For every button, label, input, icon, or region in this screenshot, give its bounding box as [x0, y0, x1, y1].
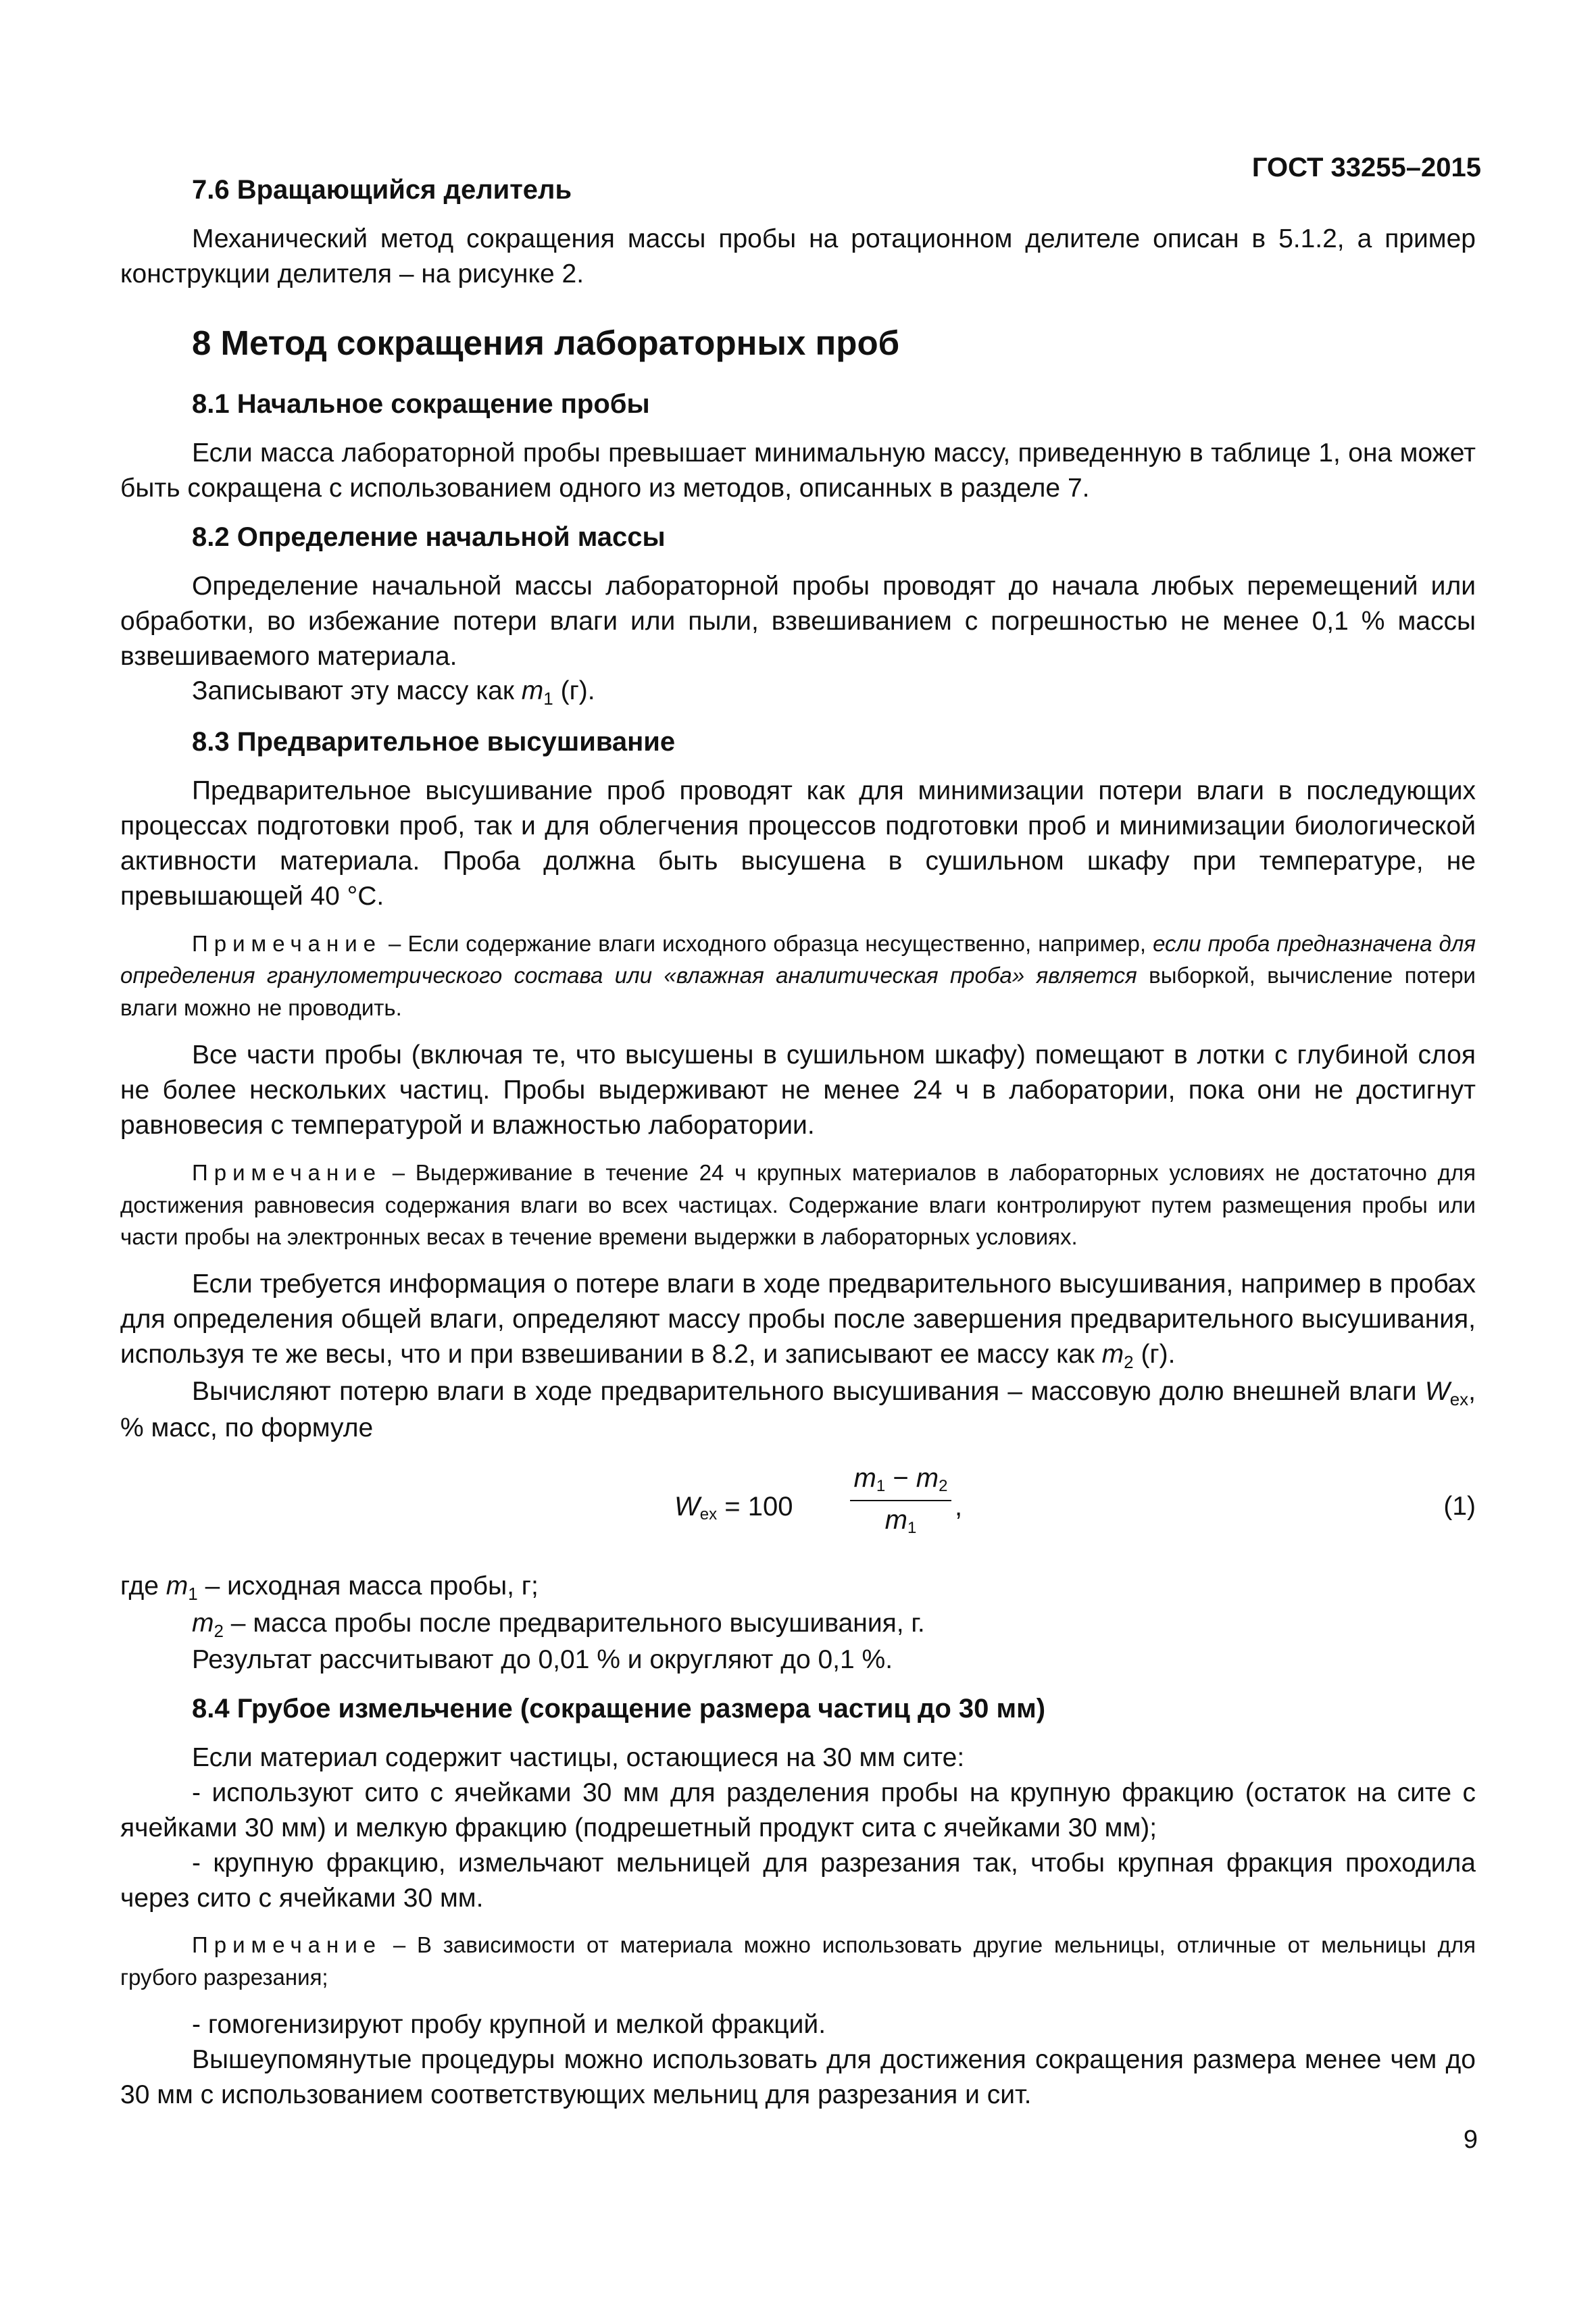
section-8-4-paragraph-2: Вышеупомянутые процедуры можно использовать для достижения сокращения размера менее чем до 30 мм с использованием соответствующих мельниц для разрезания и сит. — [120, 2045, 1476, 2109]
section-8-1-paragraph: Если масса лабораторной пробы превышает минимальную массу, приведенную в таблице 1, она может быть сокращена с использованием одного из методов, описанных в разделе 7. — [120, 438, 1476, 503]
section-8-3-title: 8.3 Предварительное высушивание — [192, 726, 676, 757]
section-8-2-title: 8.2 Определение начальной массы — [192, 522, 666, 552]
formula-numerator: $m_1 - m_2$ — [853, 1463, 948, 1495]
page-number: 9 — [1463, 2126, 1478, 2154]
section-7-6-paragraph: Механический метод сокращения массы пробы на ротационном делителе описан в 5.1.2, а пример конструкции делителя – на рисунке 2. — [120, 224, 1476, 289]
section-8-4-bullet-2: - крупную фракцию, измельчают мельницей для разрезания так, чтобы крупная фракция проходила через сито с ячейками 30 мм. — [120, 1848, 1476, 1913]
formula-fraction — [850, 1461, 951, 1539]
where-m1: где $m_1$ – исходная масса пробы, г; — [120, 1571, 539, 1604]
section-8-3-paragraph-3: Если требуется информация о потере влаги в ходе предварительного высушивания, например в пробах для определения общей влаги, определяют массу пробы после завершения предварительного высушивания, используя те же весы, что и при взвешивании в 8.2, и записывают ее массу как $m_2$ (г). — [120, 1269, 1476, 1372]
section-8-4-paragraph-1: Если материал содержит частицы, остающиеся на 30 мм сите: — [192, 1743, 965, 1773]
formula-denominator: $m_1$ — [884, 1505, 917, 1537]
section-8-4-bullet-1: - используют сито с ячейками 30 мм для разделения пробы на крупную фракцию (остаток на сите с ячейками 30 мм) и мелкую фракцию (подрешетный продукт сита с ячейками 30 мм); — [120, 1778, 1476, 1842]
note-3: Примечание – В зависимости от материала можно использовать другие мельницы, отличные от мельницы для грубого разрезания; — [120, 1932, 1476, 1990]
section-8-2-paragraph: Определение начальной массы лабораторной пробы проводят до начала любых перемещений или обработки, во избежание потери влаги или пыли, взвешиванием с погрешностью не менее 0,1 % массы взвешиваемого материала. — [120, 571, 1476, 671]
section-8-3-paragraph-1: Предварительное высушивание проб проводят как для минимизации потери влаги в последующих процессах подготовки проб, так и для облегчения процессов подготовки проб и минимизации биологической активности материала. Проба должна быть высушена в сушильном шкафу при температуре, не превышающей 40 °С. — [120, 776, 1476, 911]
section-8-3-paragraph-2: Все части пробы (включая те, что высушены в сушильном шкафу) помещают в лотки с глубиной слоя не более нескольких частиц. Пробы выдерживают не менее 24 ч в лаборатории, пока они не достигнут равновесия с температурой и влажностью лаборатории. — [120, 1040, 1476, 1140]
formula-1: $W_{ex} = 100$ $m_1 - m_2$ $m_1$ , (1) — [120, 1461, 1476, 1569]
section-8-3-paragraph-4: Вычисляют потерю влаги в ходе предварительного высушивания – массовую долю внешней влаги $W_{ex}$, % масс, по формуле — [120, 1376, 1476, 1443]
section-8-4-title: 8.4 Грубое измельчение (сокращение размера частиц до 30 мм) — [192, 1694, 1046, 1724]
note-1: Примечание – Если содержание влаги исходного образца несущественно, например, если проба предназначена для определения гранулометрического состава или «влажная аналитическая проба» является выборкой, вычисление потери влаги можно не проводить. — [120, 930, 1476, 1021]
note-2: Примечание – Выдерживание в течение 24 ч крупных материалов в лабораторных условиях не достаточно для достижения равновесия содержания влаги во всех частицах. Содержание влаги контролируют путем размещения пробы или части пробы на электронных весах в течение времени выдержки в лабораторных условиях. — [120, 1159, 1476, 1250]
where-m2: $m_2$ – масса пробы после предварительного высушивания, г. — [192, 1608, 925, 1641]
section-8-title: 8 Метод сокращения лабораторных проб — [192, 323, 900, 362]
formula-number: (1) — [1443, 1491, 1476, 1521]
section-8-2-record-mass: Записывают эту массу как $m_1$ (г). — [192, 676, 595, 709]
section-7-6-title: 7.6 Вращающийся делитель — [192, 175, 572, 205]
document-code: ГОСТ 33255–2015 — [1251, 153, 1481, 182]
section-8-1-title: 8.1 Начальное сокращение пробы — [192, 388, 650, 419]
result-precision: Результат рассчитывают до 0,01 % и округляют до 0,1 %. — [192, 1645, 893, 1675]
section-8-4-bullet-3: - гомогенизируют пробу крупной и мелкой фракций. — [192, 2010, 826, 2040]
